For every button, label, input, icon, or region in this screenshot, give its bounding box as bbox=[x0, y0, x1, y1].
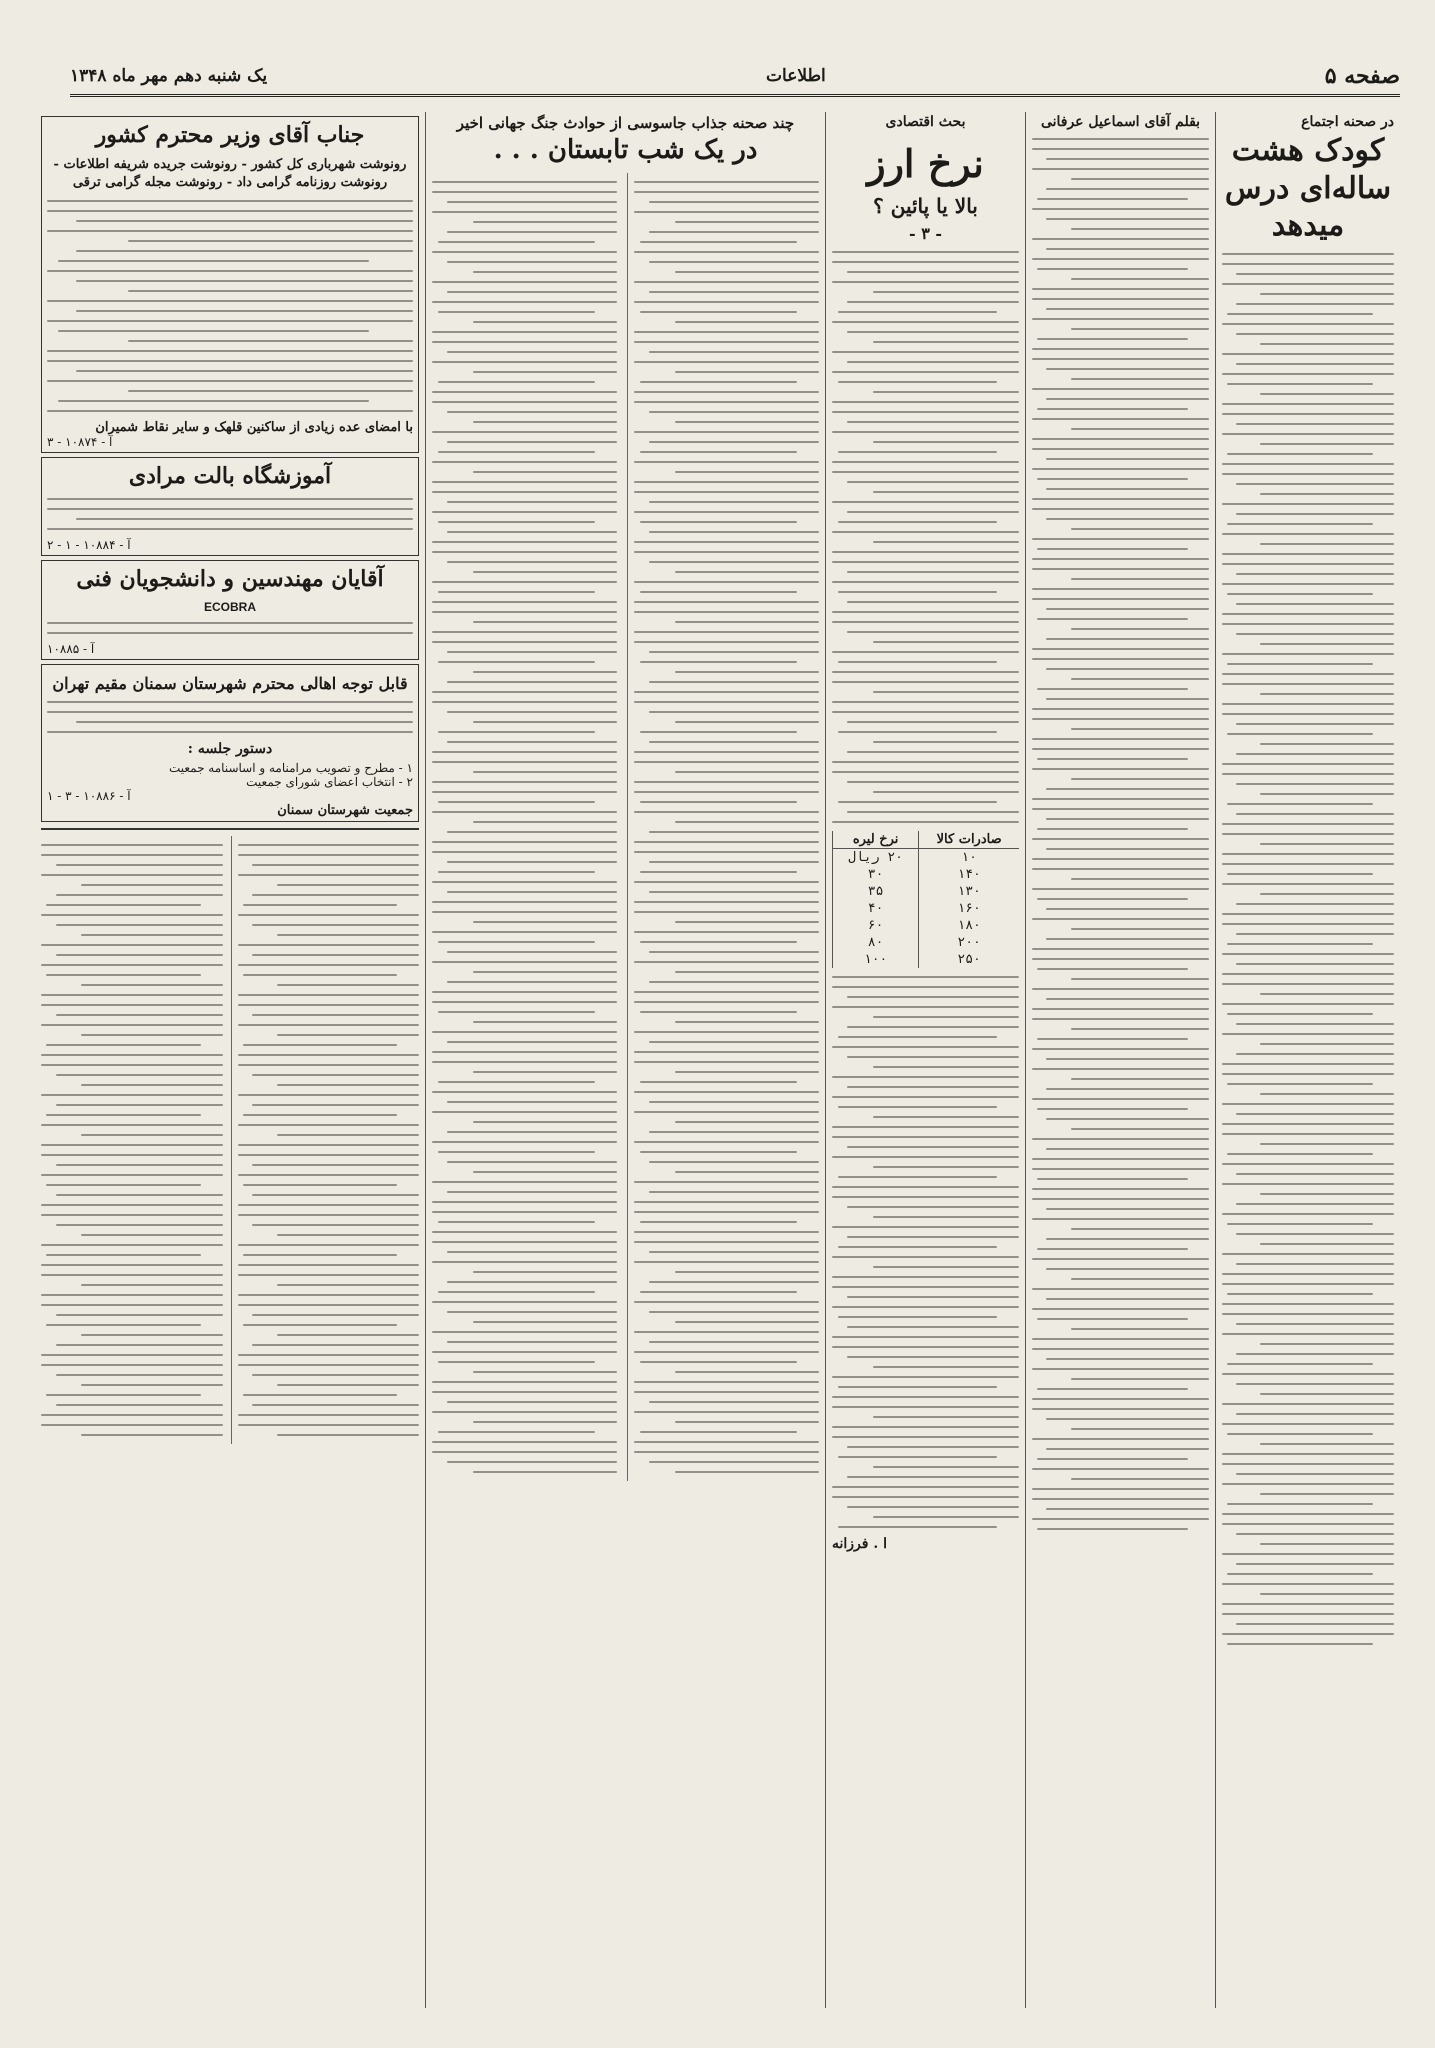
table-row: ۱۶۰ ۴۰ bbox=[833, 900, 1020, 917]
semnan-notice bbox=[41, 664, 419, 822]
notices-column bbox=[35, 112, 425, 2008]
economy-column-b bbox=[825, 112, 1025, 2008]
minister-ad-code: آ - ۱۰۸۷۴ - ۳ bbox=[47, 434, 113, 449]
engineers-body bbox=[47, 622, 413, 634]
ballet-title: آموزشگاه بالت مرادی bbox=[128, 462, 332, 489]
export-rate-table bbox=[832, 831, 1019, 968]
social-kicker: در صحنه اجتماع bbox=[1301, 114, 1394, 130]
economy-column-a bbox=[1025, 112, 1215, 2008]
social-column bbox=[1215, 112, 1400, 2008]
semnan-agenda-item: ۲ - انتخاب اعضای شورای جمعیت bbox=[246, 774, 413, 789]
economy-part: - ۳ - bbox=[908, 223, 943, 243]
story-body-right bbox=[231, 836, 420, 1444]
ballet-ad-code: آ - ۱۰۸۸۴ - ۱ - ۲ bbox=[47, 538, 131, 553]
engineers-ad-code: آ - ۱۰۸۸۵ bbox=[47, 641, 95, 656]
minister-body bbox=[47, 200, 413, 412]
minister-signature: با امضای عده زیادی از ساکنین قلهک و سایر نقاط شمیران bbox=[95, 419, 413, 435]
social-body bbox=[1222, 253, 1394, 1645]
engineers-title: آقایان مهندسین و دانشجویان فنی bbox=[76, 566, 384, 593]
section-rule bbox=[41, 828, 419, 830]
economy-section: بحث اقتصادی bbox=[885, 114, 966, 130]
minister-cc: رونوشت شهرباری کل کشور - رونوشت جریده شریفه اطلاعات - رونوشت روزنامه گرامی داد - رونوشت مجله گرامی ترقی bbox=[53, 156, 407, 190]
economy-body-c bbox=[832, 976, 1019, 1528]
economy-title: نرخ ارز bbox=[867, 141, 984, 186]
paper-name: اطلاعات bbox=[766, 66, 826, 86]
minister-title: جناب آقای وزیر محترم کشور bbox=[95, 122, 365, 148]
social-signature: ا . فرزانه bbox=[832, 1535, 887, 1552]
table-header-rate: نرخ لیره bbox=[833, 831, 919, 849]
semnan-title: قابل توجه اهالی محترم شهرستان سمنان مقیم تهران bbox=[52, 673, 408, 693]
table-header-exports: صادرات کالا bbox=[919, 831, 1019, 849]
social-title: کودک هشت ساله‌ای درس میدهد bbox=[1224, 133, 1392, 243]
semnan-agenda-item: ۱ - مطرح و تصویب مرامنامه و اساسنامه جمعیت bbox=[168, 760, 413, 775]
table-row: ۱۰ ۲۰ ریال bbox=[833, 848, 1020, 866]
semnan-agenda-title: دستور جلسه : bbox=[187, 740, 273, 757]
masthead bbox=[70, 58, 1400, 97]
economy-body-b bbox=[832, 251, 1019, 823]
engineers-ad bbox=[41, 560, 419, 660]
engineers-brand: ECOBRA bbox=[203, 599, 256, 614]
economy-body-a bbox=[1032, 138, 1209, 1530]
semnan-ad-code: آ - ۱۰۸۸۶ - ۳ - ۱ bbox=[47, 788, 131, 803]
table-row: ۲۵۰ ۱۰۰ bbox=[833, 951, 1020, 968]
table-row: ۱۴۰ ۳۰ bbox=[833, 866, 1020, 883]
spy-story bbox=[425, 112, 825, 2008]
table-row: ۲۰۰ ۸۰ bbox=[833, 934, 1020, 951]
semnan-signature: جمعیت شهرستان سمنان bbox=[277, 802, 413, 818]
story-body-left bbox=[41, 836, 223, 1444]
spy-kicker: چند صحنه جذاب جاسوسی از حوادث جنگ جهانی اخیر bbox=[456, 114, 795, 132]
economy-byline: بقلم آقای اسماعیل عرفانی bbox=[1040, 114, 1201, 130]
ballet-ad bbox=[41, 457, 419, 557]
spy-body-right bbox=[627, 173, 819, 1481]
minister-notice bbox=[41, 116, 419, 453]
table-row: ۱۳۰ ۳۵ bbox=[833, 883, 1020, 900]
spy-body-left bbox=[432, 173, 617, 1481]
semnan-body bbox=[47, 701, 413, 733]
issue-date: یک شنبه دهم مهر ماه ۱۳۴۸ bbox=[70, 66, 268, 86]
ballet-body bbox=[47, 498, 413, 530]
table-row: ۱۸۰ ۶۰ bbox=[833, 917, 1020, 934]
page-label: صفحه ۵ bbox=[1324, 63, 1400, 89]
spy-title: در یک شب تابستان . . . bbox=[493, 135, 758, 165]
economy-subtitle: بالا یا پائین ؟ bbox=[873, 193, 978, 218]
